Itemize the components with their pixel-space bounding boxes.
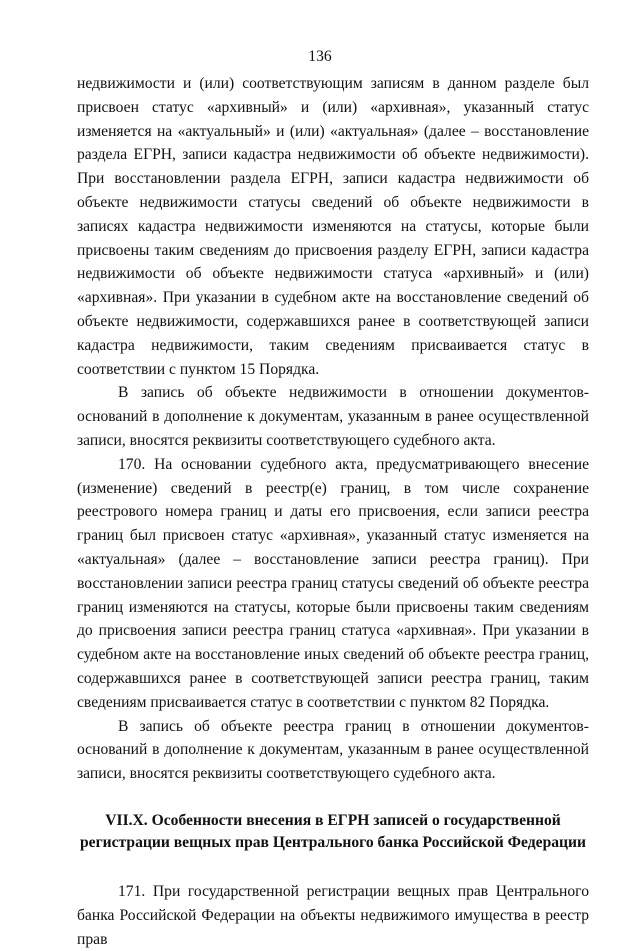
section-heading-line-2: регистрации вещных прав Центрального банка Российской Федерации	[79, 833, 587, 851]
page-number: 136	[308, 48, 332, 65]
section-heading	[77, 810, 589, 854]
section-heading-line-1: VII.X. Особенности внесения в ЕГРН записей о государственной	[105, 811, 561, 829]
paragraph-documents-basis: В запись об объекте недвижимости в отношении документов-оснований в дополнение к документам, указанным в ранее осуществленной записи, вносятся реквизиты соответствующего судебного акта.	[77, 384, 589, 449]
paragraph-boundaries-basis: В запись об объекте реестра границ в отношении документов-оснований в дополнение к документам, указанным в ранее осуществленной записи, вносятся реквизиты соответствующего судебного акта.	[77, 717, 589, 783]
paragraph-continuation: недвижимости и (или) соответствующим записям в данном разделе был присвоен статус «архивный» и (или) «архивная», указанный статус изменяется на «актуальный» и (или) «актуальная» (далее – восстановление раздела ЕГРН, записи кадастра недвижимости об объекте недвижимости). При восстановлении раздела ЕГРН, записи кадастра недвижимости об объекте недвижимости статусы сведений об объекте недвижимости в записях кадастра недвижимости изменяются на статусы, которые были присвоены таким сведениям до присвоения разделу ЕГРН, записи кадастра недвижимости об объекте недвижимости статуса «архивный» и (или) «архивная». При указании в судебном акте на восстановление сведений об объекте недвижимости, содержавшихся ранее в соответствующей записи кадастра недвижимости, таким сведениям присваивается статус в соответствии с пунктом 15 Порядка.	[77, 75, 589, 378]
document-body	[77, 72, 589, 951]
paragraph-170: 170. На основании судебного акта, предусматривающего внесение (изменение) сведений в реестр(е) границ, в том числе сохранение реестрового номера границ и даты его присвоения, если записи реестра границ был присвоен статус «архивная», указанный статус изменяется на «актуальная» (далее – восстановление записи реестра границ). При восстановлении записи реестра границ статусы сведений об объекте реестра границ изменяются на статусы, которые были присвоены таким сведениям до присвоения записи реестра границ статуса «архивная». При указании в судебном акте на восстановление иных сведений об объекте реестра границ, содержавшихся ранее в соответствующей записи реестра границ, таким сведениям присваивается статус в соответствии с пунктом 82 Порядка.	[77, 455, 589, 711]
paragraph-171: 171. При государственной регистрации вещных прав Центрального банка Российской Федерации на объекты недвижимого имущества в реестр прав	[77, 882, 589, 948]
